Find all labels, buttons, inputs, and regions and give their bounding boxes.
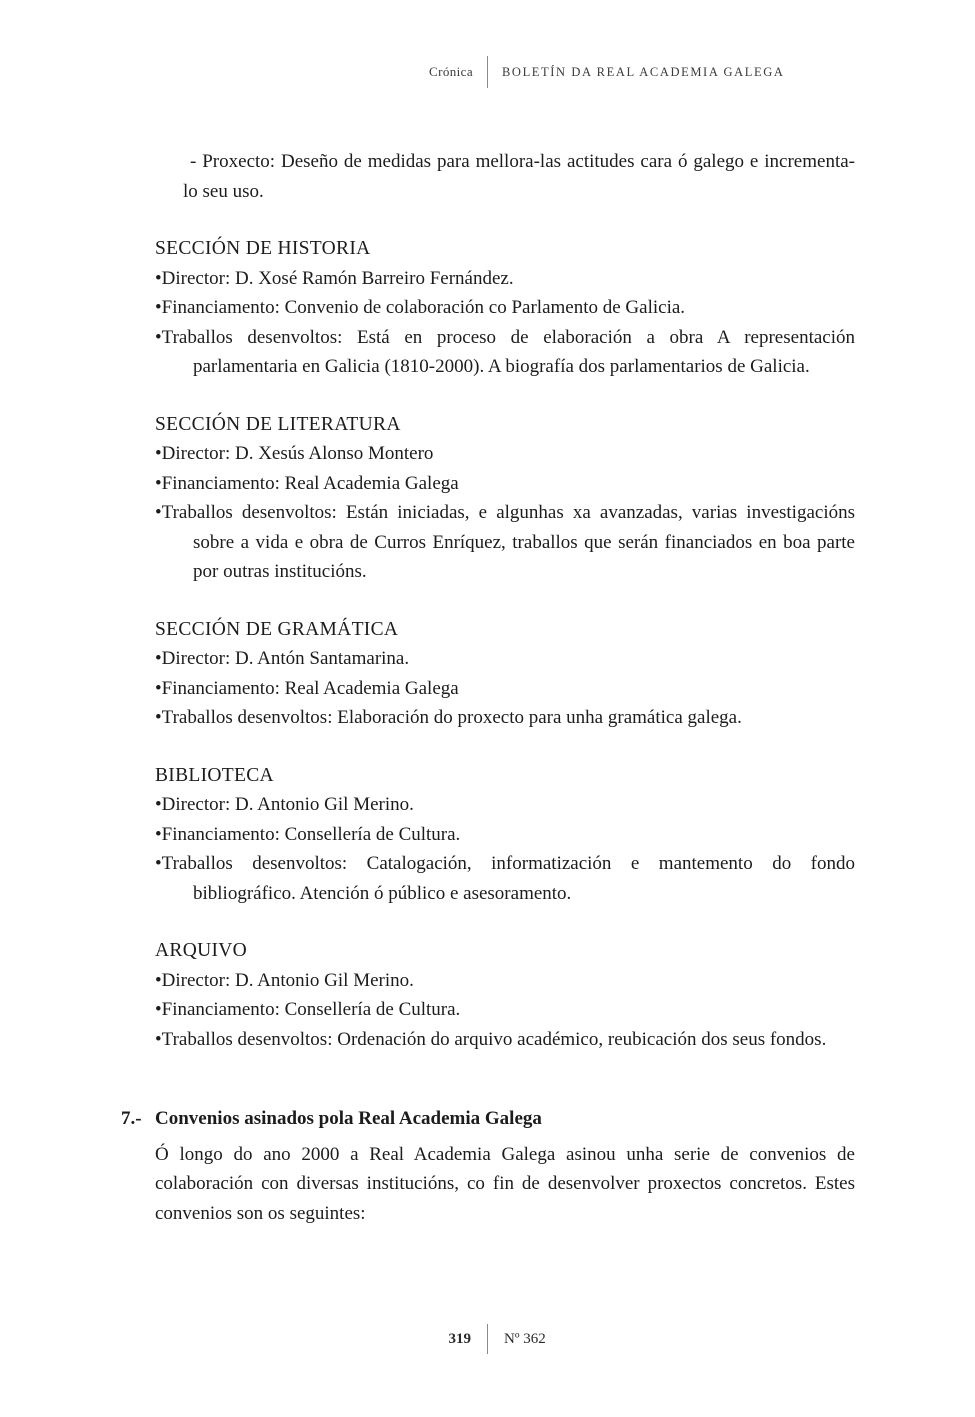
list-item <box>155 966 855 996</box>
page-header <box>0 56 975 88</box>
section-biblioteca <box>155 761 855 909</box>
journal-title: BOLETÍN DA REAL ACADEMIA GALEGA <box>502 64 785 79</box>
list-item <box>155 995 855 1025</box>
section-title: SECCIÓN DE LITERATURA <box>155 413 401 435</box>
list-item <box>155 674 855 704</box>
list-item <box>155 790 855 820</box>
bullet-icon: • <box>155 823 162 845</box>
list-item <box>155 498 855 587</box>
section-gramatica <box>155 615 855 733</box>
list-item-text: Financiamento: Convenio de colaboración co Parlamento de Galicia. <box>161 297 686 318</box>
page-number: 319 <box>448 1330 471 1347</box>
list-item-text: Financiamento: Real Academia Galega <box>161 677 459 699</box>
numbered-section-heading <box>121 1104 855 1134</box>
list-item <box>155 323 855 382</box>
bullet-icon: • <box>155 297 162 318</box>
page-footer <box>0 1324 975 1354</box>
list-item <box>155 264 855 294</box>
issue-number: Nº 362 <box>504 1330 546 1347</box>
list-item-text: Financiamento: Consellería de Cultura. <box>161 999 461 1020</box>
list-item-text: Financiamento: Real Academia Galega <box>161 472 459 494</box>
list-item-text: Traballos desenvoltos: Elaboración do proxecto para unha gramática galega. <box>161 707 742 728</box>
list-item <box>155 293 855 323</box>
bullet-icon: • <box>155 707 162 728</box>
bullet-icon: • <box>155 472 162 494</box>
list-item <box>155 820 855 850</box>
list-item-text: Director: D. Antonio Gil Merino. <box>161 794 414 815</box>
section-literatura <box>155 410 855 587</box>
list-item <box>155 469 855 499</box>
list-item-text: Director: D. Antonio Gil Merino. <box>161 969 414 991</box>
bullet-icon: • <box>155 326 162 348</box>
list-item-text: Traballos desenvoltos: Ordenación do arquivo académico, reubicación dos seus fondos. <box>161 1028 827 1050</box>
list-item-text: Traballos desenvoltos: Están iniciadas, e algunhas xa avanzadas, varias investigacións sobre a vida e obra de Curros Enríquez, traballos que serán financiados en boa parte por outras institucións. <box>161 502 855 582</box>
bullet-icon: • <box>155 999 162 1020</box>
list-item-text: Director: D. Xosé Ramón Barreiro Fernández. <box>161 267 514 289</box>
list-item-text: Director: D. Antón Santamarina. <box>161 648 410 669</box>
list-item <box>155 644 855 674</box>
bullet-icon: • <box>155 969 162 991</box>
header-section-label: Crónica <box>429 64 473 79</box>
list-item-text: Traballos desenvoltos: Está en proceso de elaboración a obra A representación parlamentaria en Galicia (1810-2000). A biografía dos parlamentarios de Galicia. <box>161 326 855 377</box>
bullet-icon: • <box>155 267 162 289</box>
page-content <box>121 147 855 1228</box>
intro-paragraph: - Proxecto: Deseño de medidas para mellora-las actitudes cara ó galego e incrementa-lo seu uso. <box>183 151 855 202</box>
list-item <box>155 1025 855 1055</box>
section-title: SECCIÓN DE HISTORIA <box>155 238 371 259</box>
section-arquivo <box>155 936 855 1054</box>
list-item <box>155 703 855 733</box>
list-item <box>155 849 855 908</box>
bullet-icon: • <box>155 443 162 464</box>
section-title: SECCIÓN DE GRAMÁTICA <box>155 618 399 640</box>
numbered-section-title: Convenios asinados pola Real Academia Galega <box>155 1108 542 1129</box>
bullet-icon: • <box>155 648 162 669</box>
bullet-icon: • <box>155 677 162 699</box>
bullet-icon: • <box>155 794 162 815</box>
bullet-icon: • <box>155 1028 162 1050</box>
list-item-text: Director: D. Xesús Alonso Montero <box>161 443 434 464</box>
section-title: BIBLIOTECA <box>155 764 274 786</box>
section-title: ARQUIVO <box>155 940 248 961</box>
section-number: 7.- <box>121 1108 142 1129</box>
list-item-text: Traballos desenvoltos: Catalogación, informatización e mantemento do fondo bibliográfico. Atención ó público e asesoramento. <box>161 853 855 904</box>
bullet-icon: • <box>155 853 162 874</box>
section-historia <box>155 234 855 382</box>
list-item-text: Financiamento: Consellería de Cultura. <box>161 823 461 845</box>
section-convenios <box>121 1104 855 1228</box>
bullet-icon: • <box>155 502 162 523</box>
list-item <box>155 439 855 469</box>
closing-paragraph: Ó longo do ano 2000 a Real Academia Galega asinou unha serie de convenios de colaboración con diversas institucións, co fin de desenvolver proxectos concretos. Estes convenios son os seguintes: <box>155 1143 855 1224</box>
